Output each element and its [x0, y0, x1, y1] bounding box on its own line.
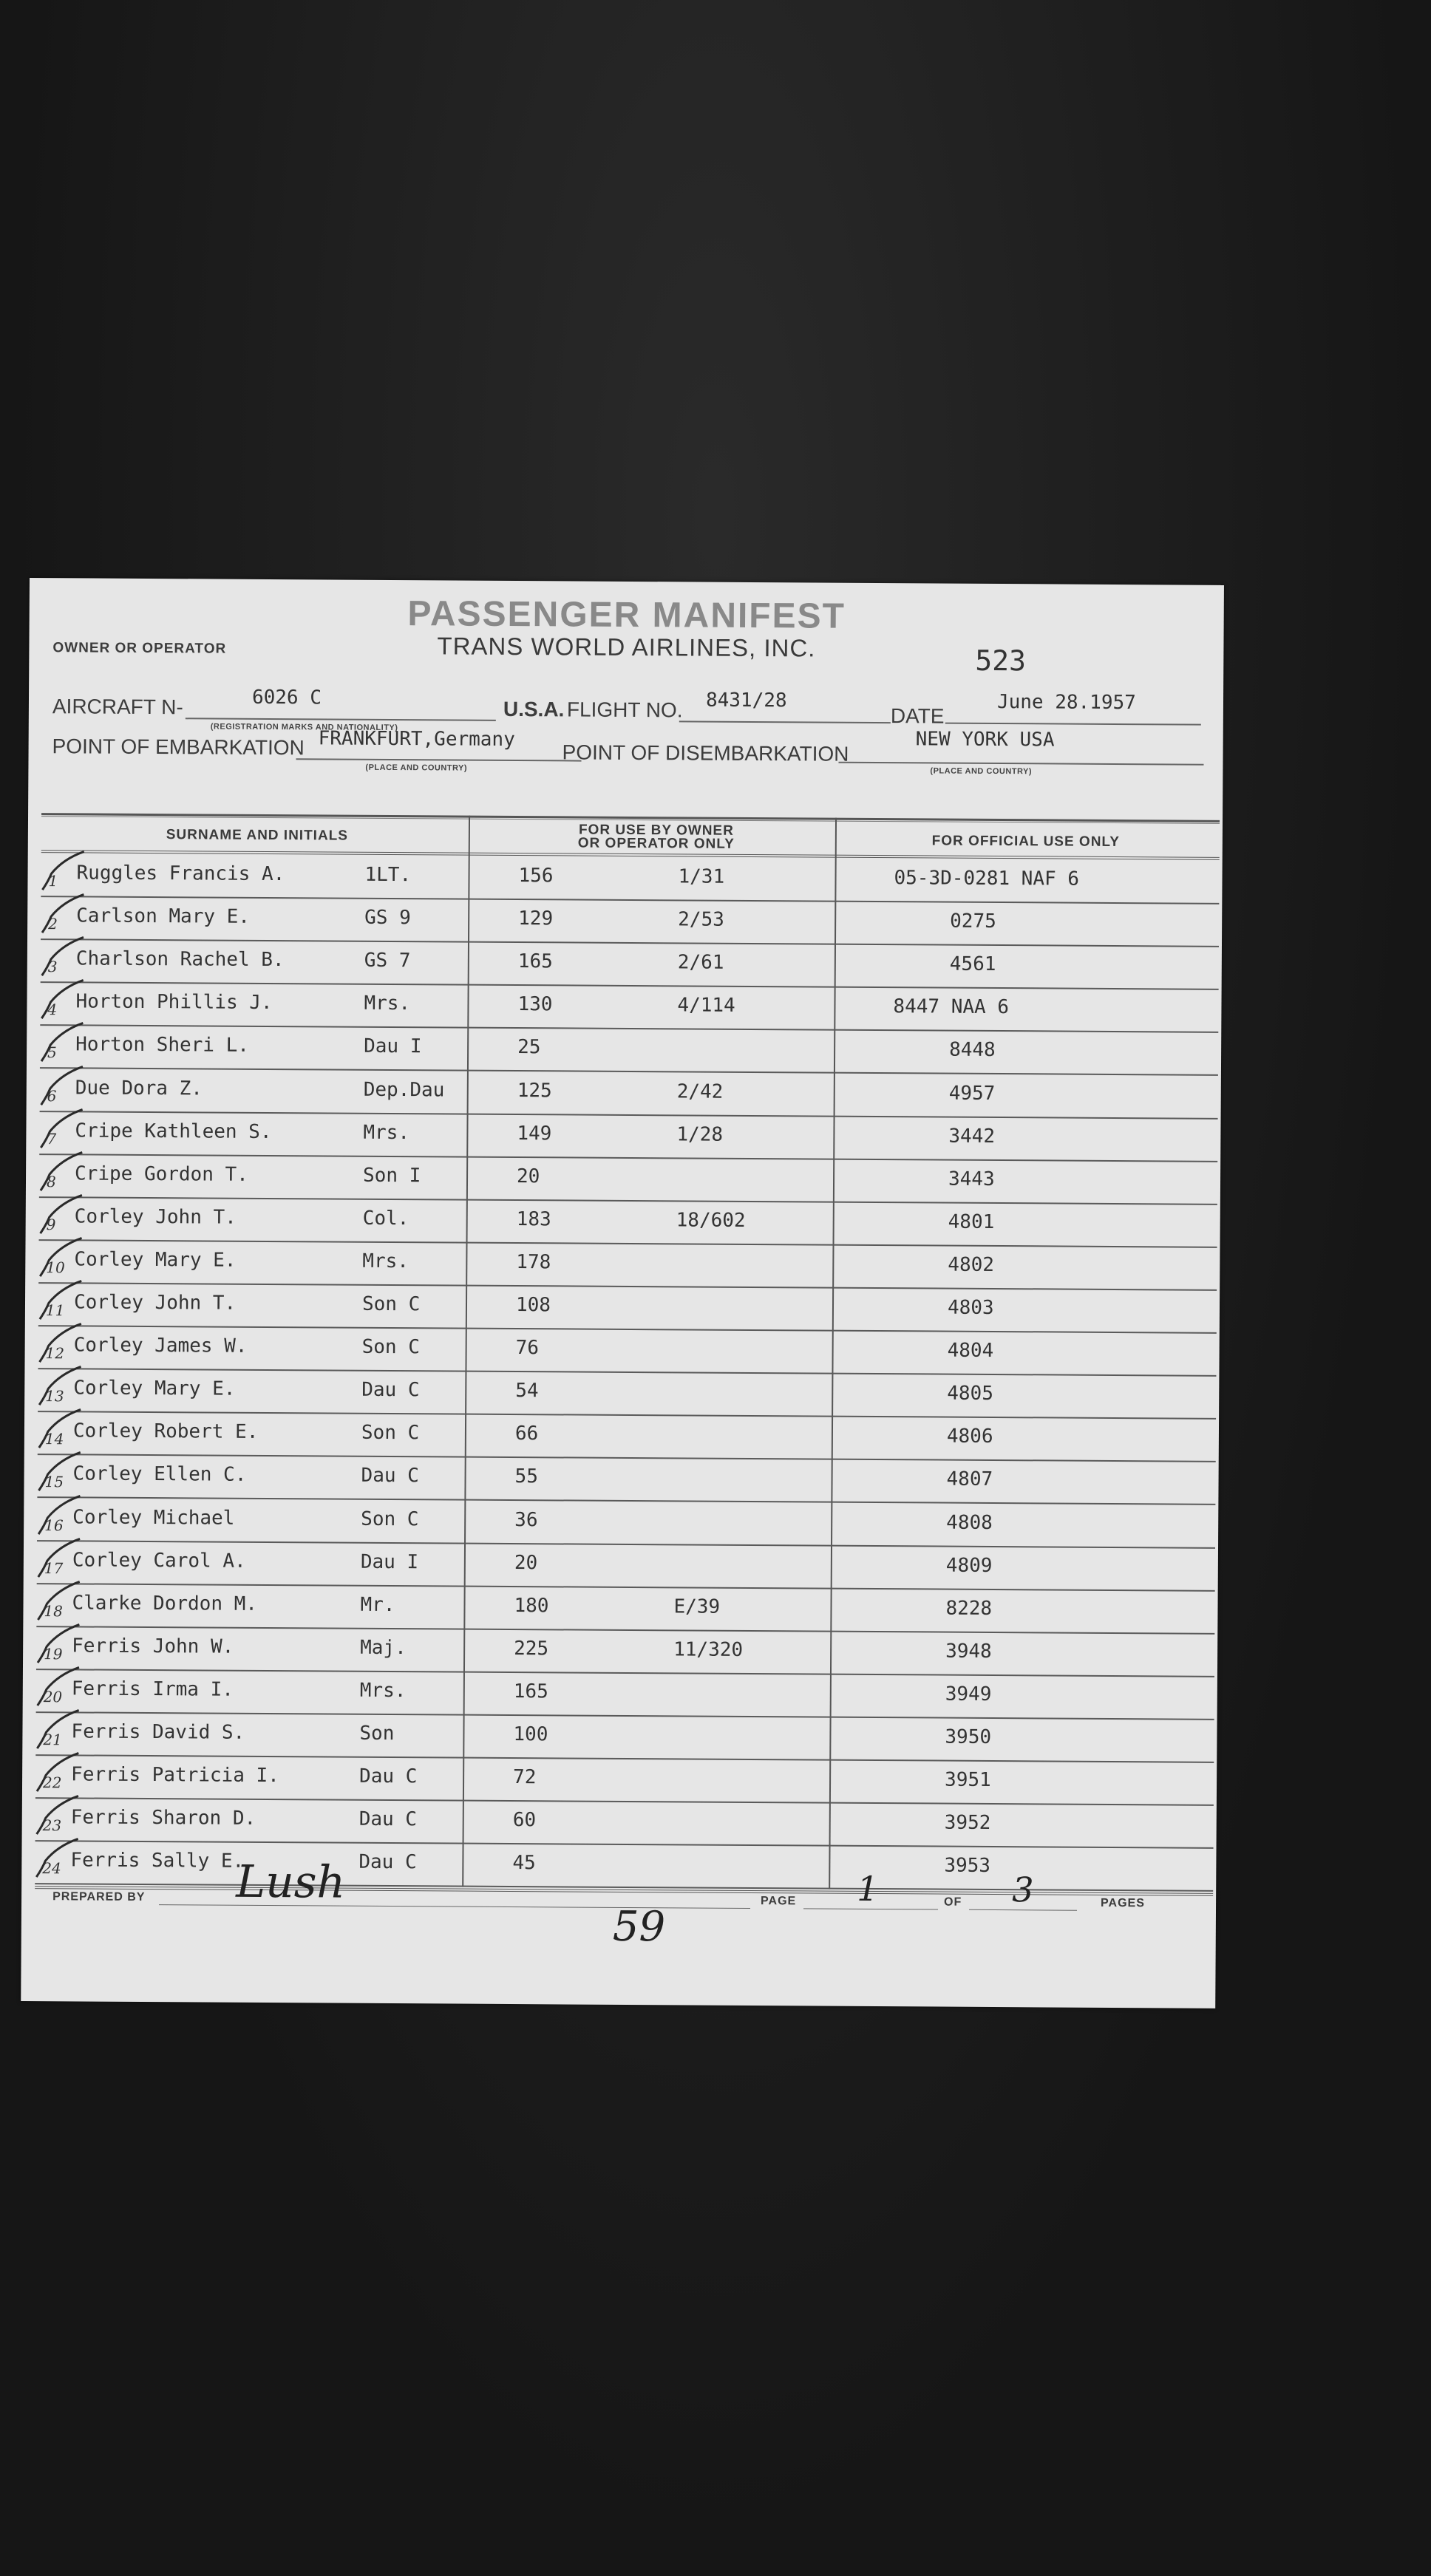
row-number: 16	[44, 1516, 64, 1534]
owner-use-header-1: FOR USE BY OWNER	[578, 822, 734, 839]
of-label: OF	[944, 1895, 962, 1909]
form-title: PASSENGER MANIFEST	[407, 594, 846, 636]
passenger-weight: 225	[514, 1637, 549, 1660]
official-code: 4805	[947, 1382, 993, 1405]
usa-label: U.S.A.	[503, 697, 565, 721]
ticket-number: 18/602	[676, 1209, 746, 1232]
row-number: 3	[47, 958, 58, 976]
passenger-weight: 129	[518, 907, 554, 930]
official-code: 4802	[948, 1253, 995, 1276]
passenger-title: Son C	[361, 1422, 420, 1445]
ticket-number: 2/61	[677, 951, 724, 974]
official-code: 4806	[946, 1425, 993, 1448]
official-code: 3953	[944, 1854, 991, 1878]
passenger-name: Cripe Gordon T.	[74, 1162, 248, 1186]
passenger-title: Dau I	[360, 1550, 419, 1573]
official-code: 05-3D-0281 NAF 6	[894, 867, 1080, 890]
passenger-weight: 55	[514, 1465, 538, 1488]
pages-label: PAGES	[1101, 1896, 1145, 1910]
aircraft-value: 6026 C	[251, 686, 322, 709]
official-code: 4803	[947, 1296, 994, 1319]
passenger-title: Son C	[361, 1507, 419, 1530]
official-code: 8448	[949, 1039, 996, 1062]
passenger-title: Son I	[362, 1164, 421, 1187]
passenger-title: 1LT.	[364, 863, 412, 887]
passenger-name: Carlson Mary E.	[76, 904, 251, 928]
passenger-name: Ruggles Francis A.	[76, 862, 285, 886]
page-value: 1	[857, 1868, 879, 1909]
passenger-title: Col.	[362, 1207, 409, 1230]
row-number: 23	[42, 1816, 62, 1835]
ticket-number: 2/42	[676, 1080, 724, 1103]
row-number: 11	[45, 1301, 65, 1320]
passenger-weight: 180	[514, 1594, 549, 1618]
passenger-name: Ferris John W.	[72, 1635, 234, 1658]
passenger-weight: 165	[513, 1680, 548, 1703]
passenger-weight: 66	[514, 1422, 539, 1445]
passenger-name: Ferris Sharon D.	[70, 1806, 256, 1830]
aircraft-underline	[186, 718, 496, 721]
passenger-weight: 156	[518, 865, 554, 887]
aircraft-label: AIRCRAFT N-	[52, 695, 183, 719]
passenger-name: Corley Michael	[72, 1505, 235, 1530]
passenger-title: Son C	[361, 1292, 421, 1316]
disembarkation-value: NEW YORK USA	[915, 728, 1055, 752]
date-underline	[945, 723, 1201, 726]
passenger-name: Corley John T.	[74, 1205, 237, 1229]
ticket-number: 1/31	[678, 865, 725, 888]
passenger-name: Clarke Dordon M.	[72, 1592, 258, 1615]
manifest-sheet	[21, 578, 1224, 2008]
ticket-number: 2/53	[678, 908, 724, 931]
passenger-name: Ferris Patricia I.	[71, 1763, 279, 1788]
passenger-name: Ferris Sally E.	[70, 1849, 245, 1873]
passenger-name: Due Dora Z.	[75, 1076, 203, 1100]
owner-use-header-2: OR OPERATOR ONLY	[577, 835, 735, 852]
passenger-title: Son	[359, 1722, 395, 1745]
passenger-weight: 100	[513, 1723, 548, 1746]
ticket-number: 4/114	[677, 994, 735, 1018]
embarkation-label: POINT OF EMBARKATION	[52, 735, 305, 760]
passenger-title: GS 7	[364, 949, 411, 972]
official-code: 4957	[948, 1082, 996, 1105]
official-code: 3949	[945, 1683, 992, 1706]
row-number: 14	[44, 1430, 64, 1448]
passenger-title: Maj.	[360, 1636, 407, 1659]
row-number: 19	[44, 1644, 63, 1663]
official-code: 3952	[944, 1811, 991, 1835]
passenger-name: Ferris Irma I.	[71, 1677, 234, 1701]
row-number: 7	[47, 1129, 57, 1148]
flight-value: 8431/28	[705, 689, 787, 712]
passenger-weight: 36	[514, 1508, 538, 1531]
passenger-weight: 60	[512, 1809, 537, 1832]
disembarkation-label: POINT OF DISEMBARKATION	[562, 740, 849, 766]
passenger-title: Mrs.	[363, 1121, 410, 1144]
official-code: 0275	[950, 910, 996, 933]
row-number: 9	[46, 1215, 56, 1234]
passenger-name: Horton Phillis J.	[75, 990, 273, 1015]
official-code: 3950	[945, 1725, 992, 1748]
official-code: 4809	[945, 1554, 993, 1577]
row-number: 10	[46, 1258, 65, 1277]
row-number: 24	[42, 1859, 61, 1878]
passenger-weight: 165	[517, 950, 553, 973]
manifest-number: 523	[975, 644, 1027, 678]
passenger-weight: 183	[516, 1207, 551, 1231]
handwritten-mark: 59	[612, 1902, 666, 1952]
disembarkation-caption: (PLACE AND COUNTRY)	[930, 766, 1033, 777]
row-number: 20	[43, 1688, 63, 1706]
official-code: 3951	[944, 1768, 991, 1792]
passenger-title: Dau I	[364, 1035, 422, 1058]
passenger-name: Charlson Rachel B.	[75, 947, 285, 972]
official-code: 4807	[946, 1468, 993, 1491]
passenger-title: Mrs.	[364, 992, 411, 1015]
passenger-name: Corley Mary E.	[73, 1377, 236, 1400]
table-row	[35, 1840, 1213, 1892]
official-code: 4801	[948, 1210, 995, 1233]
official-code: 8228	[945, 1597, 993, 1620]
official-code: 4561	[949, 953, 996, 976]
date-label: DATE	[890, 704, 945, 728]
passenger-weight: 108	[515, 1294, 551, 1317]
row-number: 15	[44, 1473, 64, 1491]
official-code: 3948	[945, 1640, 992, 1663]
passenger-title: Dau C	[361, 1465, 419, 1488]
official-use-header: FOR OFFICIAL USE ONLY	[931, 833, 1121, 851]
row-number: 13	[45, 1387, 64, 1405]
passenger-weight: 20	[516, 1165, 540, 1188]
passenger-weight: 76	[515, 1337, 540, 1360]
passenger-title: GS 9	[364, 906, 411, 930]
row-number: 4	[47, 1001, 58, 1019]
passenger-name: Corley Mary E.	[74, 1248, 237, 1272]
row-number: 1	[48, 872, 58, 890]
page-label: PAGE	[761, 1895, 797, 1908]
row-number: 8	[46, 1172, 56, 1190]
passenger-title: Dau C	[358, 1807, 418, 1831]
passenger-name: Corley John T.	[73, 1291, 237, 1315]
row-number: 18	[44, 1601, 63, 1620]
flight-label: FLIGHT NO.	[566, 698, 683, 722]
passenger-weight: 125	[517, 1079, 552, 1102]
prepared-by-label: PREPARED BY	[52, 1890, 146, 1904]
passenger-weight: 54	[515, 1380, 539, 1403]
prepared-by-signature: Lush	[236, 1856, 346, 1909]
passenger-title: Dau C	[361, 1378, 420, 1402]
ticket-number: 1/28	[676, 1122, 724, 1146]
embarkation-value: FRANKFURT,Germany	[318, 727, 515, 752]
official-code: 4804	[947, 1339, 994, 1363]
embarkation-underline	[296, 758, 582, 761]
passenger-name: Corley Ellen C.	[72, 1462, 247, 1487]
passenger-weight: 25	[517, 1036, 541, 1059]
flight-underline	[679, 720, 891, 723]
passenger-weight: 72	[513, 1766, 537, 1789]
owner-label: OWNER OR OPERATOR	[52, 640, 227, 657]
date-value: June 28.1957	[996, 690, 1136, 715]
registration-caption: (REGISTRATION MARKS AND NATIONALITY)	[210, 722, 398, 733]
row-number: 21	[43, 1731, 62, 1749]
row-number: 22	[42, 1773, 62, 1792]
embarkation-caption: (PLACE AND COUNTRY)	[365, 763, 468, 773]
passenger-title: Mrs.	[359, 1679, 407, 1703]
passenger-name: Cripe Kathleen S.	[75, 1119, 272, 1143]
passenger-weight: 130	[517, 993, 553, 1016]
disembarkation-underline	[838, 762, 1203, 766]
passenger-title: Dep.Dau	[363, 1078, 445, 1101]
row-number: 12	[45, 1344, 65, 1363]
official-code: 3442	[948, 1125, 996, 1148]
passenger-title: Mrs.	[362, 1250, 409, 1273]
passenger-title: Son C	[361, 1335, 421, 1359]
pages-total: 3	[1012, 1870, 1034, 1910]
airline-name: TRANS WORLD AIRLINES, INC.	[437, 632, 816, 662]
passenger-title: Dau C	[358, 1851, 417, 1874]
official-code: 8447 NAA 6	[893, 995, 1010, 1019]
row-number: 17	[44, 1558, 64, 1577]
passenger-name: Corley Robert E.	[72, 1420, 259, 1444]
passenger-name: Horton Sheri L.	[75, 1033, 250, 1057]
passenger-title: Dau C	[359, 1765, 418, 1788]
passenger-name: Ferris David S.	[71, 1720, 245, 1744]
passenger-weight: 20	[514, 1551, 538, 1574]
row-number: 6	[47, 1086, 57, 1105]
passenger-weight: 149	[517, 1122, 552, 1145]
official-code: 4808	[946, 1511, 993, 1534]
surname-header: SURNAME AND INITIALS	[166, 827, 349, 844]
passenger-title: Mr.	[360, 1593, 395, 1616]
row-number: 2	[48, 915, 58, 933]
passenger-name: Corley Carol A.	[72, 1548, 246, 1572]
passenger-name: Corley James W.	[73, 1334, 248, 1357]
ticket-number: 11/320	[673, 1638, 744, 1661]
ticket-number: E/39	[673, 1595, 721, 1618]
official-code: 3443	[948, 1168, 995, 1190]
passenger-weight: 45	[512, 1852, 536, 1875]
row-number: 5	[47, 1043, 57, 1062]
passenger-weight: 178	[516, 1250, 551, 1274]
